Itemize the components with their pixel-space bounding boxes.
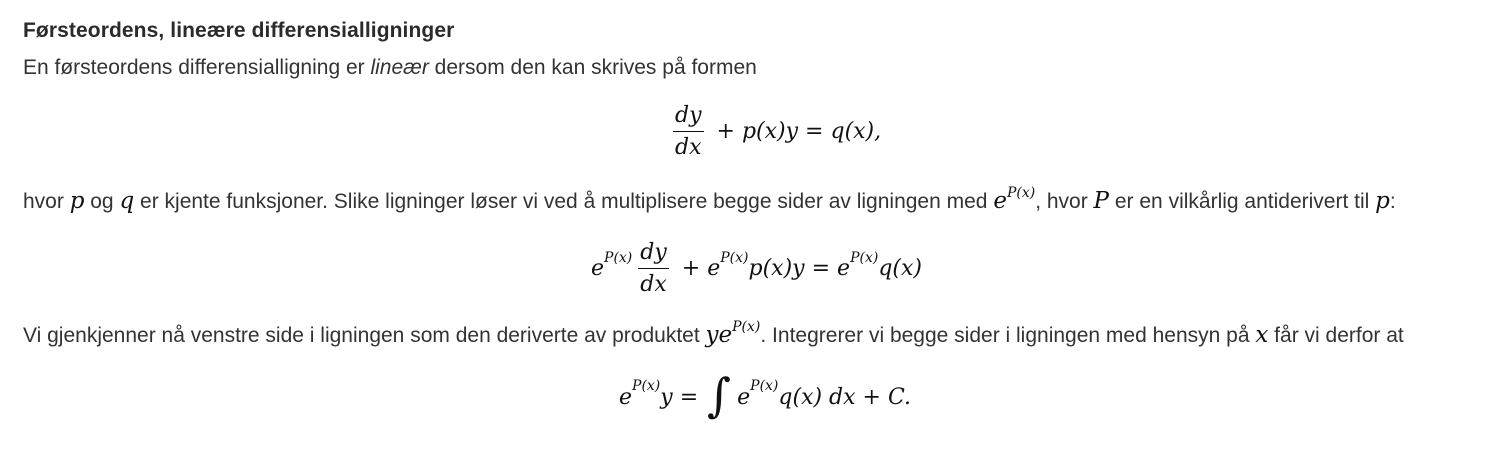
text-segment: : — [1389, 190, 1396, 213]
plus-sign: + — [716, 119, 735, 144]
math-x: x — [1255, 322, 1269, 348]
math-ye: ye — [705, 322, 733, 348]
integrand: q(x) dx — [778, 384, 856, 410]
math-p: p — [69, 188, 85, 214]
text-segment: Vi gjenkjenner nå venstre side i ligningen som den deriverte av produktet — [23, 324, 706, 347]
math-exponent: P(x) — [850, 249, 879, 266]
term-qx: q(x), — [830, 119, 882, 144]
math-exponent: P(x) — [632, 378, 661, 394]
equation-linear-ode — [667, 103, 881, 160]
fraction-denominator: dx — [638, 268, 669, 297]
equation-multiplied — [591, 240, 922, 297]
intro-paragraph — [23, 57, 757, 78]
math-q: q — [119, 188, 135, 214]
intro-emphasis-linear: lineær — [370, 56, 429, 79]
fraction-dy-dx — [673, 103, 704, 160]
intro-text-start: En førsteordens differensialligning er — [23, 56, 371, 79]
text-segment: , hvor — [1035, 190, 1094, 213]
math-y: y — [660, 384, 673, 410]
term-pxy: p(x)y — [741, 119, 799, 144]
integral-sign: ∫ — [707, 368, 732, 422]
math-exponent: P(x) — [720, 249, 749, 266]
text-segment: og — [84, 190, 120, 213]
term-qx: q(x) — [878, 256, 922, 281]
text-segment: hvor — [23, 190, 70, 213]
fraction-denominator: dx — [673, 131, 704, 160]
section-heading: Førsteordens, lineære differensialligninger — [23, 19, 455, 42]
equation-integrated — [619, 368, 912, 422]
math-e: e — [591, 256, 605, 281]
fraction-numerator: dy — [640, 240, 667, 265]
fraction-numerator: dy — [675, 103, 702, 128]
method-paragraph — [23, 185, 1396, 214]
equals-sign: = — [679, 384, 699, 410]
math-e: e — [619, 384, 633, 410]
intro-text-end: dersom den kan skrives på formen — [428, 56, 757, 79]
math-e: e — [737, 384, 751, 410]
constant-C: C. — [887, 384, 912, 410]
math-exponent: P(x) — [1006, 185, 1036, 201]
math-e: e — [837, 256, 851, 281]
text-segment: . Integrerer vi begge sider i ligningen med hensyn på — [760, 324, 1256, 347]
math-exponent: P(x) — [732, 319, 761, 335]
text-segment: får vi derfor at — [1268, 324, 1404, 347]
equals-sign: = — [805, 119, 824, 144]
math-e: e — [993, 188, 1007, 214]
fraction-dy-dx — [638, 240, 669, 297]
plus-sign: + — [862, 384, 881, 410]
math-e: e — [707, 256, 721, 281]
math-P: P — [1093, 188, 1110, 214]
integration-paragraph — [23, 319, 1404, 348]
text-segment: er kjente funksjoner. Slike ligninger løser vi ved å multiplisere begge sider av ligningen med — [134, 190, 994, 213]
math-exponent: P(x) — [604, 249, 633, 266]
text-segment: er en vilkårlig antiderivert til — [1109, 190, 1376, 213]
equals-sign: = — [811, 256, 831, 281]
plus-sign: + — [681, 256, 701, 281]
math-exponent: P(x) — [750, 378, 779, 394]
term-pxy: p(x)y — [748, 256, 805, 281]
math-p: p — [1375, 188, 1390, 214]
